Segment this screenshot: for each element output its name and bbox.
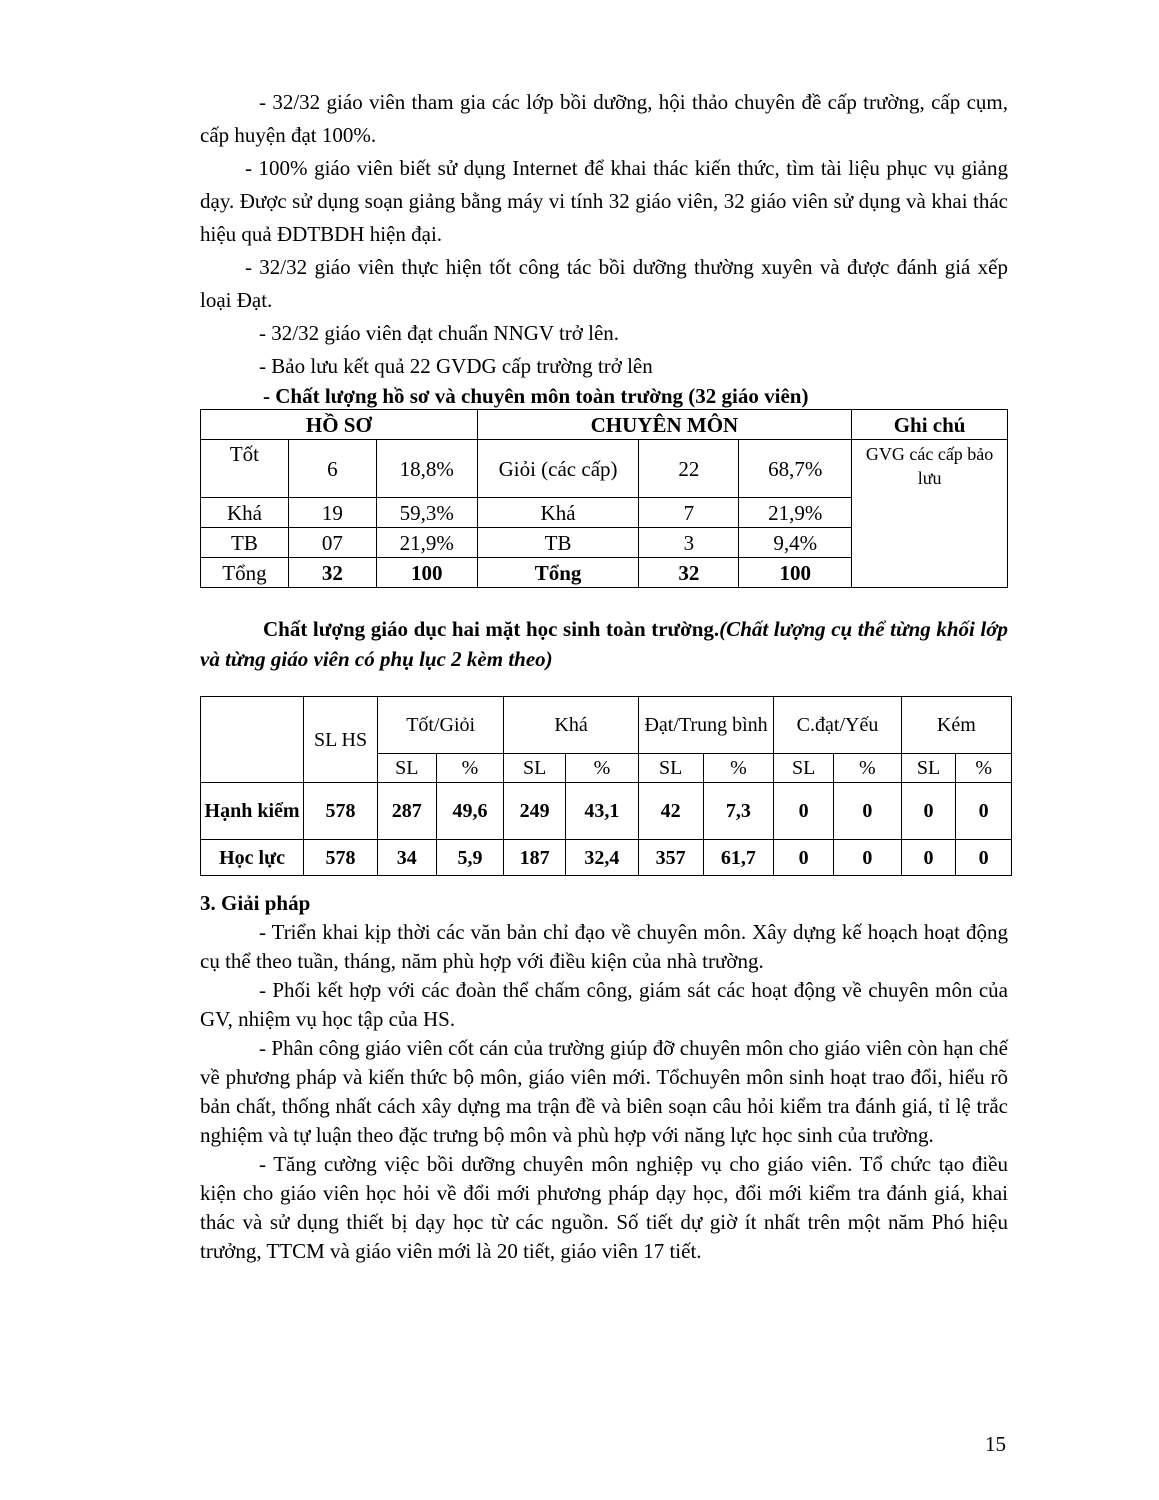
table-cell: Giỏi (các cấp) — [477, 440, 639, 498]
table-cell: 42 — [638, 783, 703, 840]
solution-paragraph: - Phối kết hợp với các đoàn thể chấm công, giám sát các hoạt động về chuyên môn của GV, nhiệm vụ học tập của HS. — [200, 978, 1008, 1031]
paragraph-regular-training: - 32/32 giáo viên thực hiện tốt công tác bồi dưỡng thường xuyên và được đánh giá xếp loại Đạt. — [200, 255, 1008, 312]
subheader-cell: % — [703, 754, 774, 783]
subheader-cell: SL — [638, 754, 703, 783]
table-cell: 61,7 — [703, 840, 774, 876]
table-cell: TB — [477, 528, 639, 558]
header-hoso: HỒ SƠ — [201, 410, 478, 440]
table-cell: 0 — [774, 840, 834, 876]
table-cell: 32,4 — [566, 840, 639, 876]
header-slhs: SL HS — [304, 697, 378, 783]
paragraph-training: - 32/32 giáo viên tham gia các lớp bồi dưỡng, hội thảo chuyên đề cấp trường, cấp cụm, cấp huyện đạt 100%. — [200, 90, 1008, 147]
table-cell: 43,1 — [566, 783, 639, 840]
table-cell: Khá — [477, 498, 639, 528]
table-cell: 0 — [901, 840, 956, 876]
table-cell: 7,3 — [703, 783, 774, 840]
table-cell: 100 — [739, 558, 852, 588]
table-cell: 0 — [833, 840, 901, 876]
document-page — [200, 86, 1008, 1266]
paragraph-gvdg: - Bảo lưu kết quả 22 GVDG cấp trường trở lên — [259, 354, 653, 378]
caption-bold: Chất lượng giáo dục hai mặt học sinh toàn trường. — [263, 617, 720, 641]
table2-caption — [200, 614, 1008, 674]
table-cell: 0 — [833, 783, 901, 840]
page-number: 15 — [985, 1432, 1006, 1456]
table-cell: 34 — [377, 840, 436, 876]
table-cell: 357 — [638, 840, 703, 876]
solution-paragraph: - Tăng cường việc bồi dưỡng chuyên môn nghiệp vụ cho giáo viên. Tổ chức tạo điều kiện cho giáo viên học hỏi về đổi mới phương pháp dạy học, đổi mới kiểm tra đánh giá, khai thác và sử dụng thiết bị dạy học từ các nguồn. Số tiết dự giờ ít nhất trên một năm Phó hiệu trưởng, TTCM và giáo viên mới là 20 tiết, giáo viên 17 tiết. — [200, 1152, 1008, 1263]
subheader-cell: SL — [774, 754, 834, 783]
table-cell: 287 — [377, 783, 436, 840]
row-label-hoc-luc: Học lực — [201, 840, 304, 876]
section-title: 3. Giải pháp — [200, 891, 311, 915]
subheader-cell: SL — [377, 754, 436, 783]
solutions — [200, 918, 1008, 1266]
table-cell: 249 — [504, 783, 566, 840]
header-tot-gioi: Tốt/Giỏi — [377, 697, 503, 754]
table-cell: 32 — [639, 558, 739, 588]
subheader-cell: % — [566, 754, 639, 783]
solution-paragraph: - Phân công giáo viên cốt cán của trường giúp đỡ chuyên môn cho giáo viên còn hạn chế về phương pháp và kiến thức bộ môn, giáo viên mới. Tổchuyên môn sinh hoạt trao đổi, hiểu rõ bản chất, thống nhất cách xây dựng ma trận đề và biên soạn câu hỏi kiểm tra đánh giá, tỉ lệ trắc nghiệm và tự luận theo đặc trưng bộ môn và phù hợp với năng lực học sinh của trường. — [200, 1036, 1008, 1147]
table-cell: 0 — [956, 840, 1012, 876]
table-cell: Tổng — [477, 558, 639, 588]
table-cell: Tổng — [201, 558, 289, 588]
student-quality-table — [200, 696, 1012, 876]
table-cell: 6 — [288, 440, 376, 498]
table-cell: 18,8% — [376, 440, 477, 498]
header-chua-dat: C.đạt/Yếu — [774, 697, 901, 754]
table-cell: 0 — [956, 783, 1012, 840]
caption-italic: (Chất lượng cụ thể từng khối lớp và từng giáo viên có phụ lục 2 kèm theo) — [200, 617, 1008, 671]
header-kha: Khá — [504, 697, 638, 754]
table-cell: 32 — [288, 558, 376, 588]
table-cell: 578 — [304, 783, 378, 840]
header-kem: Kém — [901, 697, 1011, 754]
corner-cell — [201, 697, 304, 783]
paragraph-standard: - 32/32 giáo viên đạt chuẩn NNGV trở lên. — [259, 321, 620, 345]
paragraph-internet: - 100% giáo viên biết sử dụng Internet để khai thác kiến thức, tìm tài liệu phục vụ giảng dạy. Được sử dụng soạn giảng bằng máy vi tính 32 giáo viên, 32 giáo viên sử dụng và khai thác hiệu quả ĐDTBDH hiện đại. — [200, 156, 1008, 246]
table-cell: 7 — [639, 498, 739, 528]
table-cell: 3 — [639, 528, 739, 558]
table-cell: 59,3% — [376, 498, 477, 528]
table-cell: 22 — [639, 440, 739, 498]
table-cell: Khá — [201, 498, 289, 528]
note-cell: GVG các cấp bảo lưu — [852, 440, 1008, 588]
table-cell: 68,7% — [739, 440, 852, 498]
table-cell: 578 — [304, 840, 378, 876]
header-chuyenmon: CHUYÊN MÔN — [477, 410, 851, 440]
subheader-cell: % — [956, 754, 1012, 783]
table-cell: Tốt — [201, 440, 289, 498]
table-cell: 100 — [376, 558, 477, 588]
table-cell: 21,9% — [376, 528, 477, 558]
subheader-cell: % — [833, 754, 901, 783]
table-cell: 187 — [504, 840, 566, 876]
subheader-cell: % — [436, 754, 504, 783]
table-cell: 19 — [288, 498, 376, 528]
teacher-quality-table — [200, 409, 1008, 588]
solution-paragraph: - Triển khai kịp thời các văn bản chỉ đạo về chuyên môn. Xây dựng kế hoạch hoạt động cụ thể theo tuần, tháng, năm phù hợp với điều kiện của nhà trường. — [200, 920, 1008, 973]
table-cell: 9,4% — [739, 528, 852, 558]
subheader-cell: SL — [901, 754, 956, 783]
header-ghichu: Ghi chú — [852, 410, 1008, 440]
table-cell: TB — [201, 528, 289, 558]
table-cell: 21,9% — [739, 498, 852, 528]
header-dat: Đạt/Trung bình — [638, 697, 773, 754]
table-cell: 0 — [774, 783, 834, 840]
subheader-cell: SL — [504, 754, 566, 783]
table-cell: 49,6 — [436, 783, 504, 840]
table-cell: 5,9 — [436, 840, 504, 876]
table-cell: 0 — [901, 783, 956, 840]
table1-title: - Chất lượng hồ sơ và chuyên môn toàn trường (32 giáo viên) — [263, 384, 809, 408]
row-label-hanh-kiem: Hạnh kiểm — [201, 783, 304, 840]
table-cell: 07 — [288, 528, 376, 558]
